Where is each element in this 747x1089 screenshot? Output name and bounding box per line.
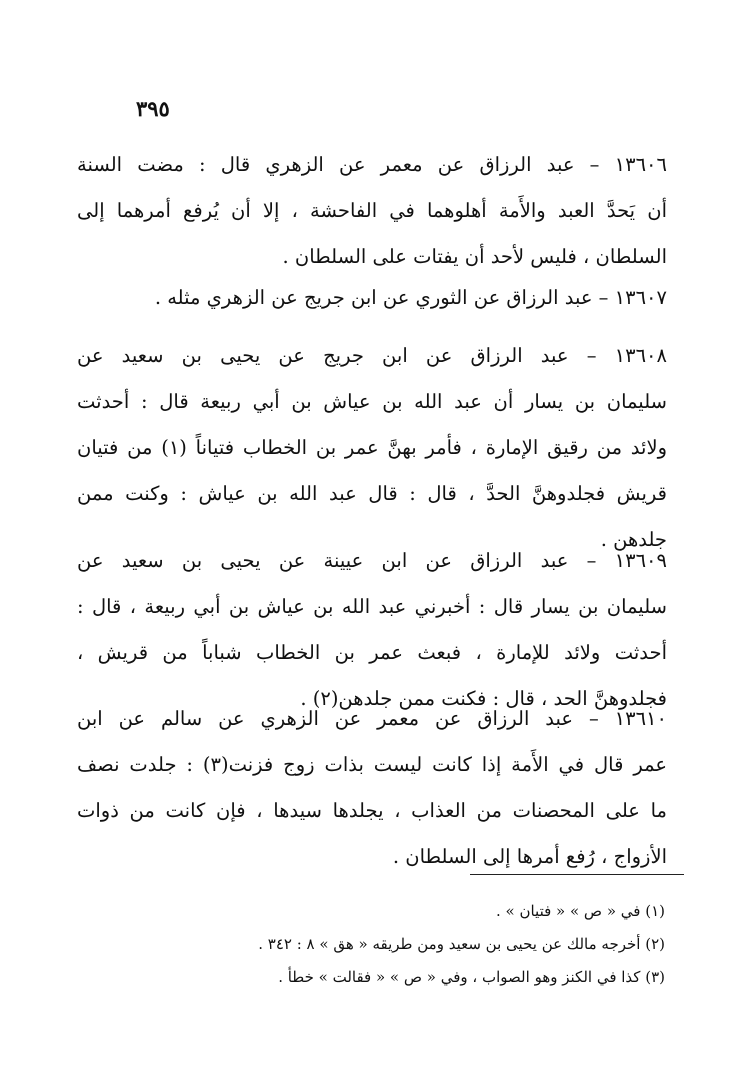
- footnotes: [258, 895, 665, 994]
- text-line: ١٣٦٠٧ – عبد الرزاق عن الثوري عن ابن جريج عن الزهري مثله .: [154, 286, 667, 309]
- text-line: ١٣٦٠٦ – عبد الرزاق عن معمر عن الزهري قال : مضت السنة: [77, 153, 667, 176]
- text-line: سليمان بن يسار قال : أخبرني عبد الله بن عياش بن أبي ربيعة ، قال :: [77, 595, 667, 618]
- text-line: سليمان بن يسار أن عبد الله بن عياش بن أبي ربيعة قال : أحدثت: [77, 390, 667, 413]
- text-line: الأزواج ، رُفع أمرها إلى السلطان .: [392, 845, 667, 868]
- text-line: جلدهن .: [600, 528, 667, 551]
- footnote-2: (٢) أخرجه مالك عن يحيى بن سعيد ومن طريقه « هق » ٨ : ٣٤٢ .: [258, 935, 665, 953]
- text-line: ١٣٦٠٩ – عبد الرزاق عن ابن عيينة عن يحيى بن سعيد عن: [77, 549, 667, 572]
- text-line: ما على المحصنات من العذاب ، يجلدها سيدها ، فإن كانت من ذوات: [77, 799, 667, 822]
- footnote-1: (١) في « ص » « فتيان » .: [495, 902, 665, 920]
- text-line: قريش فجلدوهنَّ الحدَّ ، قال : قال عبد الله بن عياش : وكنت ممن: [77, 482, 667, 505]
- hadith-entry-13609: [77, 538, 667, 722]
- text-line: ١٣٦٠٨ – عبد الرزاق عن ابن جريج عن يحيى بن سعيد عن: [77, 344, 667, 367]
- hadith-entry-13607: [77, 275, 667, 321]
- text-line: فجلدوهنَّ الحد ، قال : فكنت ممن جلدهن(٢) .: [300, 687, 667, 710]
- hadith-entry-13608: [77, 333, 667, 563]
- text-line: ١٣٦١٠ – عبد الرزاق عن معمر عن الزهري عن سالم عن ابن: [77, 707, 667, 730]
- footnote-3: (٣) كذا في الكنز وهو الصواب ، وفي « ص » « فقالت » خطأ .: [278, 968, 665, 986]
- page-number: ٣٩٥: [136, 96, 170, 121]
- footnote-separator: [470, 874, 684, 875]
- hadith-entry-13606: [77, 142, 667, 280]
- text-line: ولائد من رقيق الإمارة ، فأمر بهنَّ عمر بن الخطاب فتياناً (١) من فتيان: [77, 436, 667, 459]
- text-line: السلطان ، فليس لأحد أن يفتات على السلطان .: [282, 245, 667, 268]
- text-line: أن يَحدَّ العبد والأَمة أهلوهما في الفاحشة ، إلا أن يُرفع أمرهما إلى: [77, 199, 667, 222]
- hadith-entry-13610: [77, 696, 667, 880]
- text-line: عمر قال في الأَمة إذا كانت ليست بذات زوج فزنت(٣) : جلدت نصف: [77, 753, 667, 776]
- text-line: أحدثت ولائد للإمارة ، فبعث عمر بن الخطاب شباباً من قريش ،: [77, 641, 667, 664]
